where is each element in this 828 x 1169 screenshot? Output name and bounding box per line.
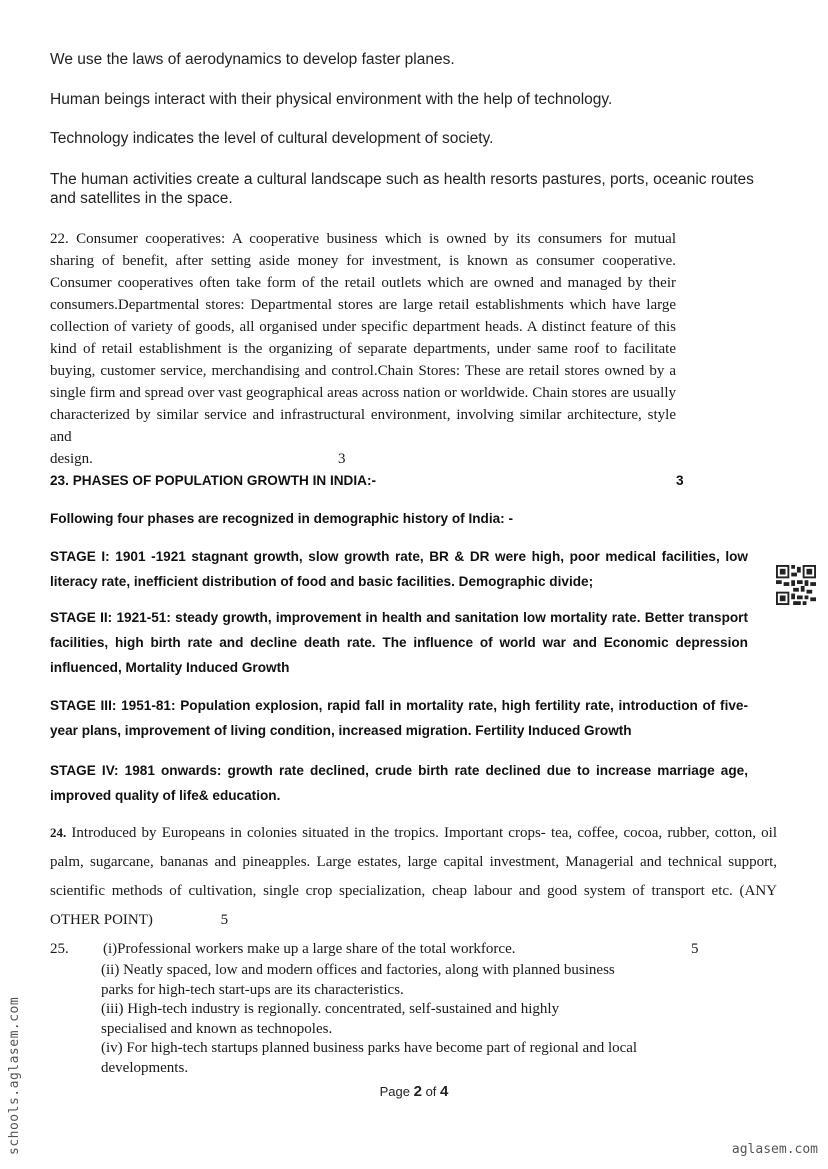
side-watermark: schools.aglasem.com [7,996,22,1155]
page-number [0,1083,828,1100]
answer-25-point-4: (iv) For high-tech startups planned business parks have become part of regional and local developments. [101,1040,638,1076]
answer-22-body [50,228,676,448]
qr-code-icon [776,565,816,605]
answer-23-number: 23. [50,473,69,488]
intro-line-3: Technology indicates the level of cultural development of society. [50,130,494,147]
stage-2-text: STAGE II: 1921-51: steady growth, improvement in health and sanitation low mortality rate. Better transport facilities, high birth rate and decline death rate. The influence of world war and Economic depression influenced, [50,610,748,675]
answer-24-number: 24. [50,825,67,840]
stage-3 [50,693,748,743]
answer-24-text: Introduced by Europeans in colonies situated in the tropics. Important crops- tea, coffee, cocoa, rubber, cotton, oil palm, sugarcane, bananas and pineapples. Large estates, large capital investment, Managerial and technical support, scientific methods of cultivation, single crop specialization, cheap labour and good system of transport etc. (ANY OTHER POINT) [50,825,778,928]
page-current: 2 [413,1083,422,1100]
answer-24-body [50,818,777,935]
stage-3-text: STAGE III: 1951-81: Population explosion, rapid fall in mortality rate, high fertility rate, introduction of five-year plans, improvement of living condition, increased migration. [50,698,748,738]
answer-22-last-word: design. [50,451,93,467]
intro-line-1: We use the laws of aerodynamics to develop faster planes. [50,51,455,68]
stage-4 [50,758,748,808]
answer-24-marks: 5 [220,912,229,928]
intro-line-4: The human activities create a cultural landscape such as health resorts pastures, ports, oceanic routes and satellites in the space. [50,171,754,207]
answer-25-number: 25. [50,941,69,957]
answer-23-intro: Following four phases are recognized in demographic history of India: - [50,511,513,526]
corner-watermark: aglasem.com [731,1142,818,1157]
stage-1-text: STAGE I: 1901 -1921 stagnant growth, slow growth rate, BR & DR were high, poor medical facilities, low literacy rate, inefficient distribution of food and basic facilities. [50,549,748,589]
answer-23-marks: 3 [676,473,684,488]
stage-2-tag: Mortality Induced Growth [125,660,290,675]
stage-1-tag: Demographic divide [458,574,589,589]
answer-25-point-2: (ii) Neatly spaced, low and modern offices and factories, along with planned business parks for high-tech start-ups are its characteristics. [101,962,615,998]
answer-22-last-line [50,448,676,470]
page-label: Page [379,1084,410,1099]
answer-22-marks: 3 [338,451,346,467]
answer-25-point-1: (i)Professional workers make up a large share of the total workforce. [103,941,516,957]
answer-23-title: PHASES OF POPULATION GROWTH IN INDIA:- [72,473,377,488]
answer-23-heading [50,468,690,493]
answer-25-marks: 5 [691,941,699,957]
page-of-label: of [425,1084,437,1099]
answer-22-text: 22. Consumer cooperatives: A cooperative business which is owned by its consumers for mutual sharing of benefit, after setting aside money for investment, is known as consumer cooperative. Consumer cooperatives often take form of the retail outlets which are owned and managed by their consumers.Departmental stores: Departmental stores are large retail establishments which have large collection of variety of goods, all organised under specific department heads. A distinct feature of this kind of retail establishment is the organizing of separate departments, under same roof to facilitate buying, customer service, merchandising and control.Chain Stores: These are retail stores owned by a single firm and spread over vast geographical areas across nation or worldwide. Chain stores are usually characterized by similar service and infrastructural environment, involving similar architecture, style and [50,231,676,445]
stage-1 [50,544,748,594]
stage-2 [50,605,748,680]
answer-25-first-line [50,940,750,959]
stage-1-end: ; [588,574,594,589]
stage-4-text: STAGE IV: 1981 onwards: growth rate declined, crude birth rate declined due to increase marriage age, improved quality of life& education. [50,763,748,803]
page-total: 4 [440,1083,449,1100]
stage-3-tag: Fertility Induced Growth [475,723,632,738]
intro-line-2: Human beings interact with their physical environment with the help of technology. [50,91,613,108]
answer-25-point-3: (iii) High-tech industry is regionally. concentrated, self-sustained and highly specialised and known as technopoles. [101,1001,560,1037]
